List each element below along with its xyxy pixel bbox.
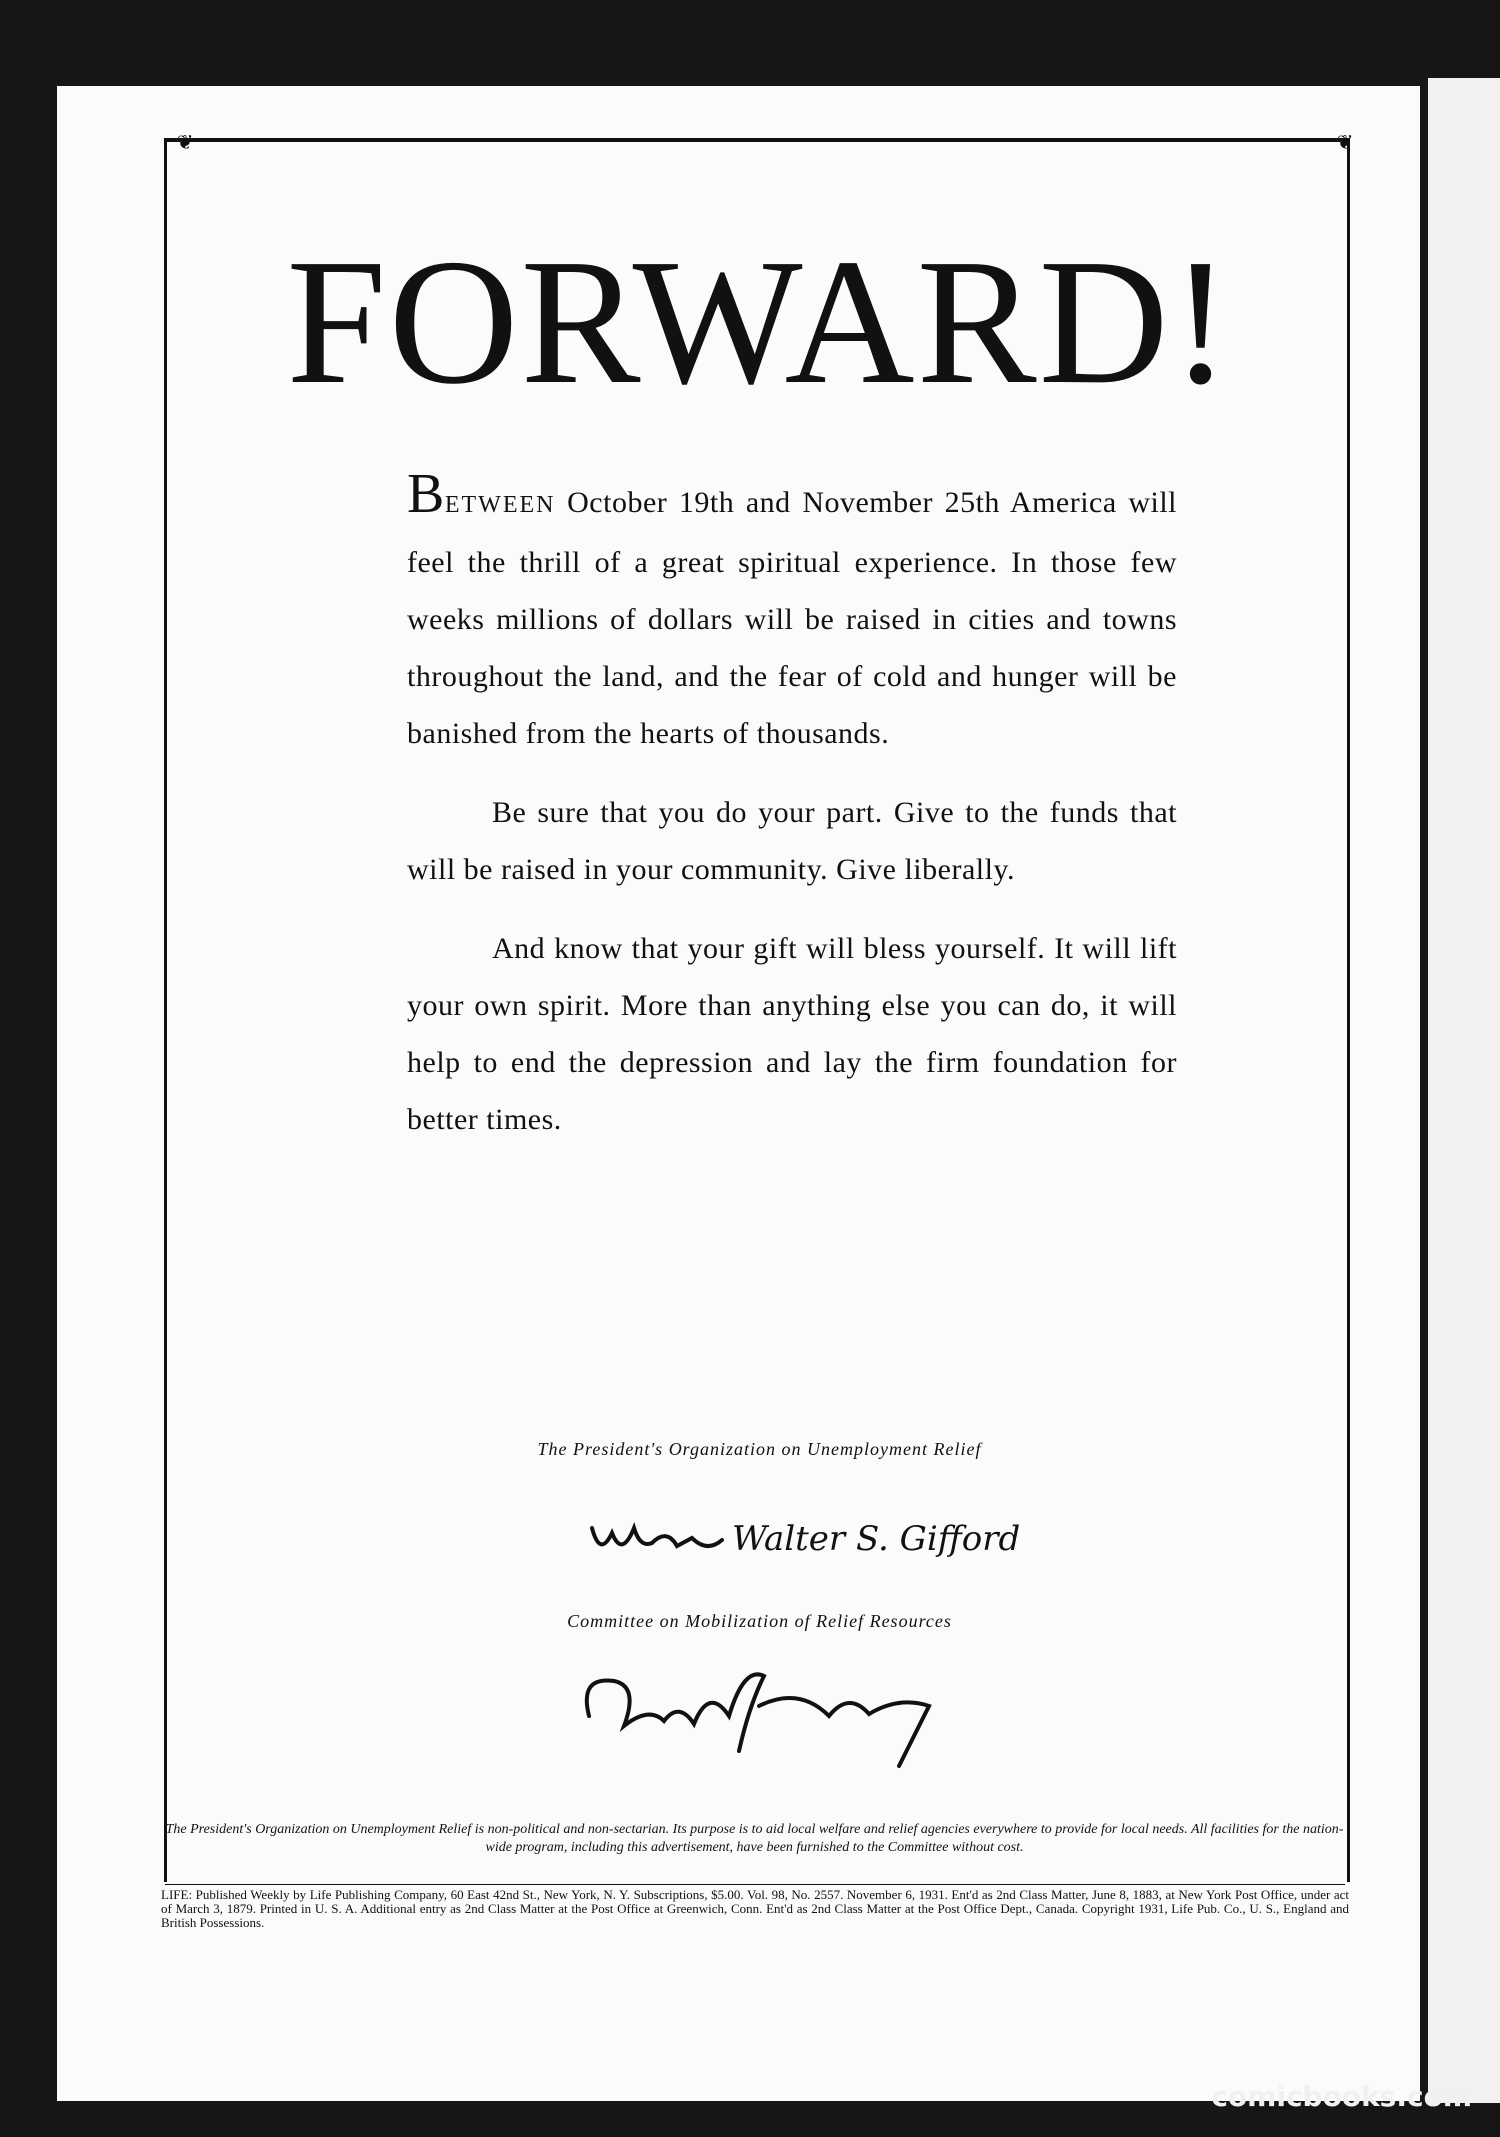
divider-rule <box>165 1884 1345 1885</box>
facing-page-edge <box>1428 78 1500 2103</box>
watermark: comicbooks.com <box>1211 2080 1472 2113</box>
paragraph-3: And know that your gift will bless yourself. It will lift your own spirit. More than anything else you can do, it will help to end the depression and lay the firm foundation for better times. <box>407 932 1177 1136</box>
fleuron-icon: ❦ <box>1336 130 1354 154</box>
signature-walter-s-gifford <box>582 1498 1021 1578</box>
paragraph-2: Be sure that you do your part. Give to the funds that will be raised in your community. Give liberally. <box>407 796 1177 886</box>
fleuron-icon: ❦ <box>176 130 194 154</box>
paragraph-1-text: October 19th and November 25th America will feel the thrill of a great spiritual experience. In those few weeks millions of dollars will be raised in cities and towns throughout the land, and the fear of cold and hunger will be banished from the hearts of thousands. <box>407 486 1177 750</box>
disclaimer-text: The President's Organization on Unemployment Relief is non-political and non-sectarian. Its purpose is to aid local welfare and relief agencies everywhere to provide for local needs. All facilities for the nation-wide program, including this advertisement, have been furnished to the Committee without cost. <box>165 1822 1344 1855</box>
small-caps-lead: ETWEEN <box>444 492 556 518</box>
paragraph-1 <box>407 463 1177 762</box>
headline: FORWARD! <box>286 222 1233 421</box>
ad-body-copy <box>407 463 1177 1170</box>
drop-cap: B <box>407 463 445 525</box>
signature-owen-d-young <box>569 1646 989 1786</box>
publication-colophon: LIFE: Published Weekly by Life Publishing Company, 60 East 42nd St., New York, N. Y. Subscriptions, $5.00. Vol. 98, No. 2557. November 6, 1931. Ent'd as 2nd Class Matter, June 8, 1883, at New York Post Office, under act of March 3, 1879. Printed in U. S. A. Additional entry as 2nd Class Matter at the Post Office at Greenwich, Conn. Ent'd as 2nd Class Matter at the Post Office Dept., Canada. Copyright 1931, Life Pub. Co., U. S., England and British Possessions. <box>161 1887 1349 1930</box>
committee-line: Committee on Mobilization of Relief Resources <box>567 1611 952 1631</box>
organization-line: The President's Organization on Unemployment Relief <box>537 1439 982 1459</box>
magazine-page <box>57 86 1420 2101</box>
signature-text: Walter S. Gifford <box>732 1519 1021 1559</box>
